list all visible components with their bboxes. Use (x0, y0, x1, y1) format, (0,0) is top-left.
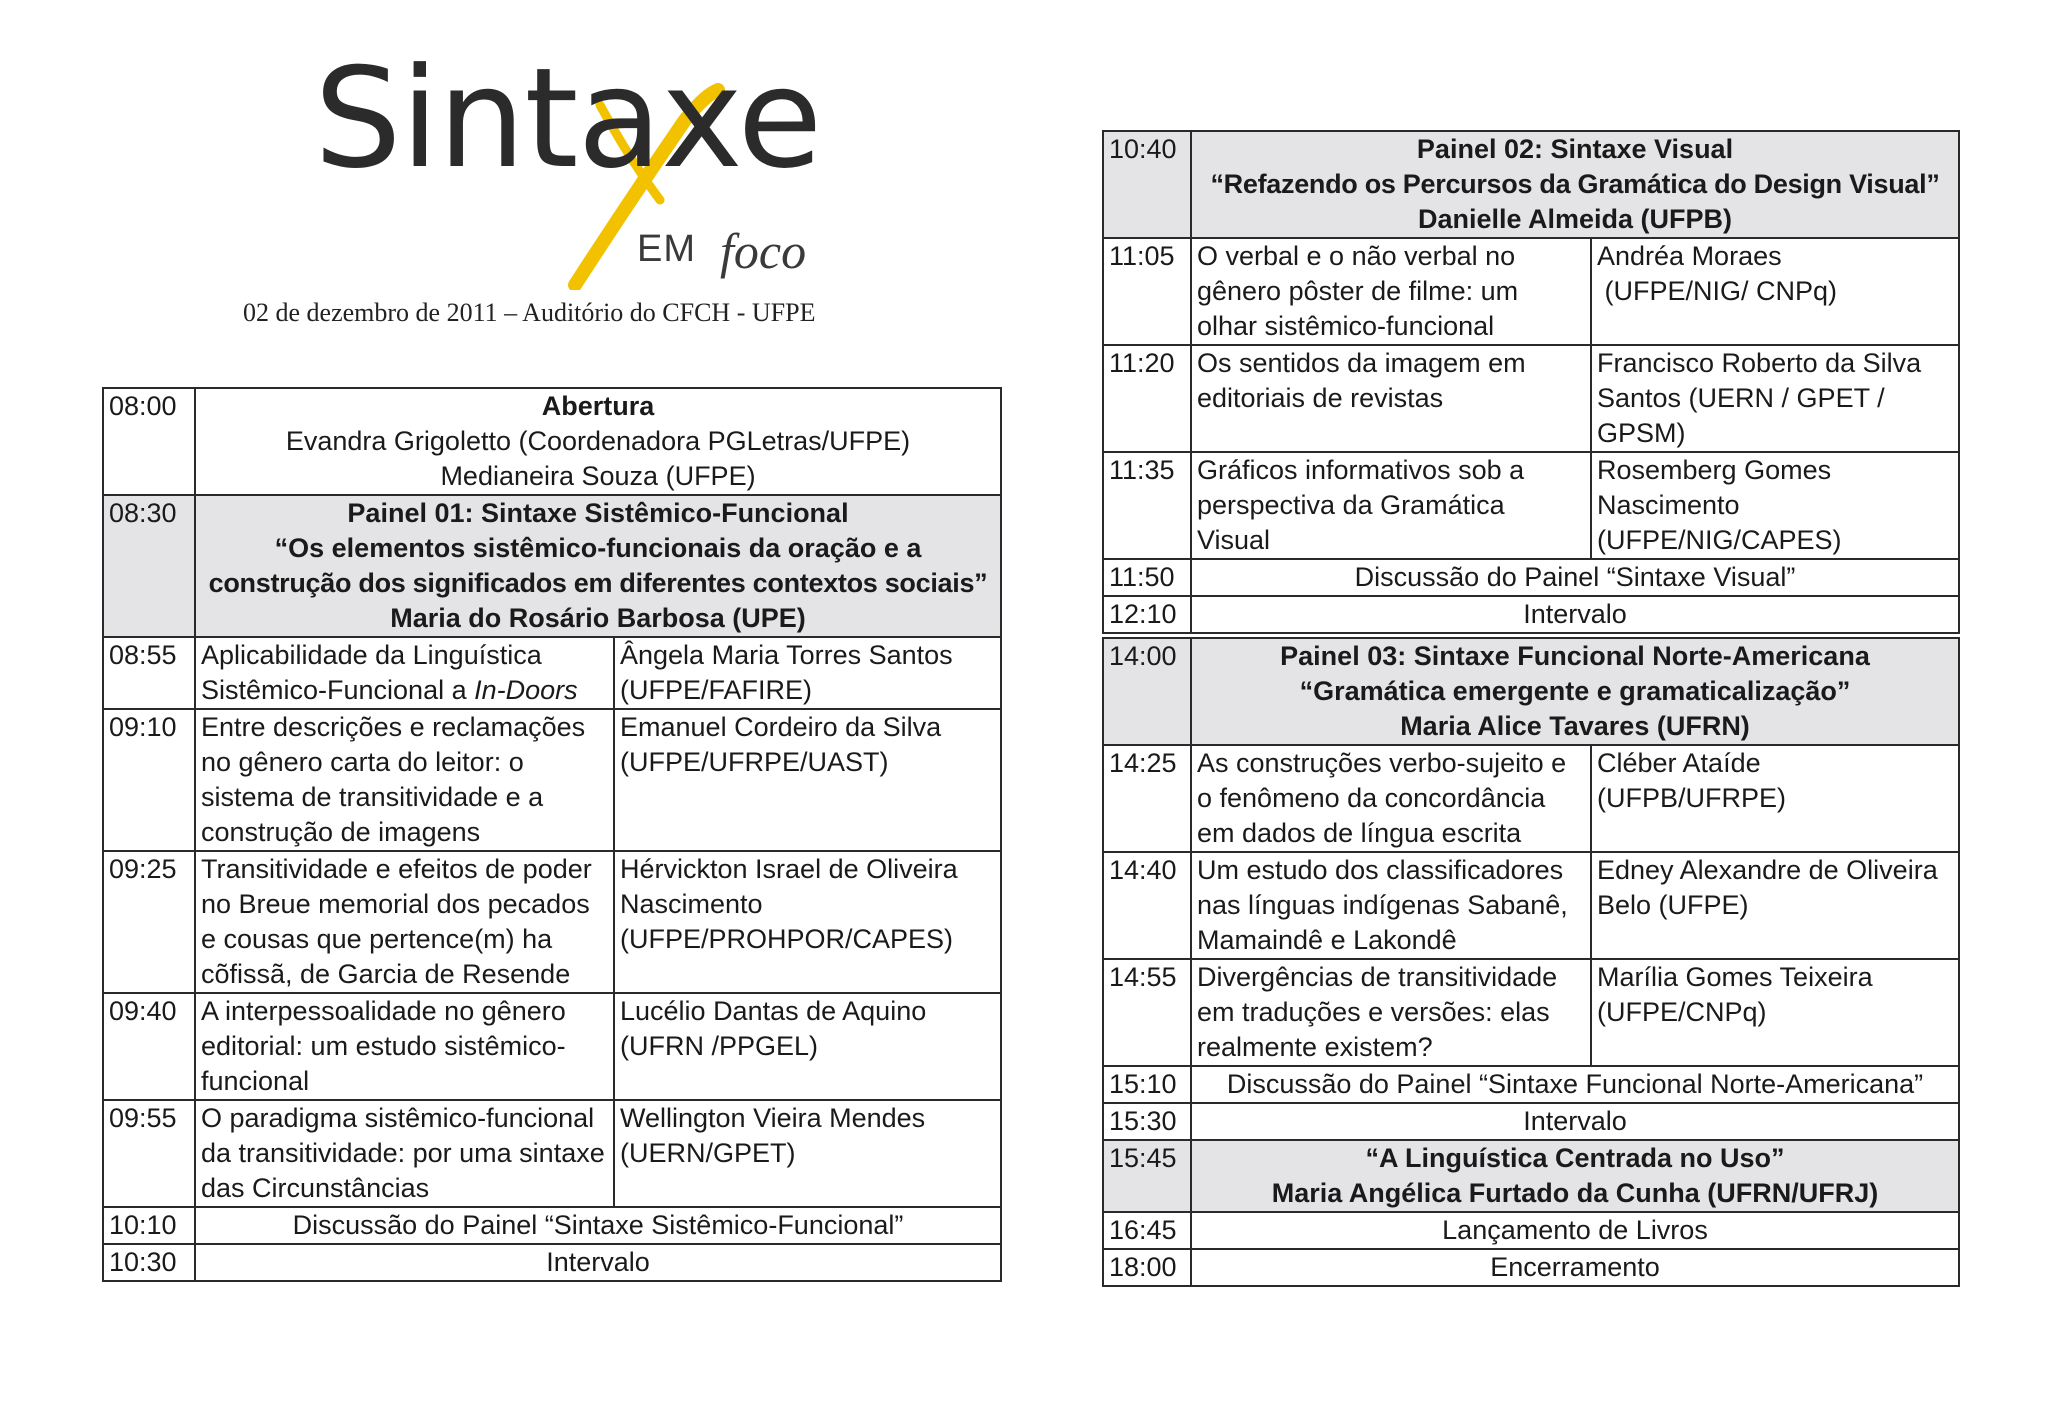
talk-author (1591, 852, 1959, 959)
discussion-label: Discussão do Painel “Sintaxe Visual” (1191, 559, 1959, 596)
painel-01-cell (195, 495, 1001, 637)
table-row (103, 709, 1001, 851)
talk-title: O verbal e o não verbal no gênero pôster de filme: um olhar sistêmico-funcional (1191, 238, 1591, 345)
talk-author: Emanuel Cordeiro da Silva (UFPE/UFRPE/UAST) (614, 709, 1001, 851)
time-cell: 14:00 (1103, 638, 1191, 745)
talk-author: Wellington Vieira Mendes (UERN/GPET) (614, 1100, 1001, 1207)
time-cell: 08:30 (103, 495, 195, 637)
time-cell: 16:45 (1103, 1212, 1191, 1249)
row-painel-02 (1103, 131, 1959, 238)
event-date-venue: 02 de dezembro de 2011 – Auditório do CFCH - UFPE (243, 298, 816, 327)
discussion-label: Discussão do Painel “Sintaxe Sistêmico-Funcional” (195, 1207, 1001, 1244)
conferencia-line: “A Linguística Centrada no Uso” (1365, 1143, 1785, 1173)
logo-wordmark: Sintaxe (314, 38, 822, 199)
talk-author (1591, 238, 1959, 345)
author-line: (UFPE/NIG/CAPES) (1597, 525, 1842, 555)
author-line: Belo (UFPE) (1597, 890, 1749, 920)
logo-em: EM (637, 228, 696, 270)
table-row (1103, 745, 1959, 852)
table-row (1103, 852, 1959, 959)
talk-title: As construções verbo-sujeito e o fenômeno da concordância em dados de língua escrita (1191, 745, 1591, 852)
table-row (1103, 238, 1959, 345)
painel-line: Maria Alice Tavares (UFRN) (1400, 711, 1750, 741)
row-interval (1103, 596, 1959, 633)
time-cell: 10:10 (103, 1207, 195, 1244)
time-cell: 08:55 (103, 637, 195, 709)
schedule-table-morning (102, 387, 1002, 1282)
time-cell: 15:10 (1103, 1066, 1191, 1103)
abertura-title: Abertura (541, 391, 655, 421)
row-conferencia (1103, 1140, 1959, 1212)
time-cell: 08:00 (103, 388, 195, 495)
row-abertura (103, 388, 1001, 495)
table-row (1103, 959, 1959, 1066)
painel-line: Painel 02: Sintaxe Visual (1416, 134, 1734, 164)
abertura-line: Evandra Grigoletto (Coordenadora PGLetras/UFPE) (285, 426, 911, 456)
talk-title: Transitividade e efeitos de poder no Breue memorial dos pecados e cousas que pertence(m) ha cõfissã, de Garcia de Resende (195, 851, 614, 993)
row-discussion (1103, 559, 1959, 596)
encerramento-label: Encerramento (1191, 1249, 1959, 1286)
abertura-line: Medianeira Souza (UFPE) (440, 461, 756, 491)
row-encerramento (1103, 1249, 1959, 1286)
author-line: Santos (UERN / GPET / GPSM) (1597, 383, 1885, 448)
painel-line: Danielle Almeida (UFPB) (1417, 204, 1733, 234)
author-line: (UFPE/NIG/ CNPq) (1597, 276, 1838, 306)
time-cell: 14:40 (1103, 852, 1191, 959)
schedule-table-late-morning (1102, 130, 1960, 634)
painel-03-cell (1191, 638, 1959, 745)
abertura-cell (195, 388, 1001, 495)
table-row (103, 851, 1001, 993)
talk-author (1591, 452, 1959, 559)
painel-line: “Refazendo os Percursos da Gramática do Design Visual” (1210, 169, 1940, 199)
talk-title: Gráficos informativos sob a perspectiva da Gramática Visual (1191, 452, 1591, 559)
time-cell: 09:55 (103, 1100, 195, 1207)
talk-author (1591, 959, 1959, 1066)
talk-title: Os sentidos da imagem em editoriais de revistas (1191, 345, 1591, 452)
table-row (103, 637, 1001, 709)
conferencia-line: Maria Angélica Furtado da Cunha (UFRN/UFRJ) (1271, 1178, 1879, 1208)
talk-title: Divergências de transitividade em traduções e versões: elas realmente existem? (1191, 959, 1591, 1066)
time-cell: 09:25 (103, 851, 195, 993)
talk-title: O paradigma sistêmico-funcional da transitividade: por uma sintaxe das Circunstâncias (195, 1100, 614, 1207)
row-discussion (1103, 1066, 1959, 1103)
interval-label: Intervalo (1191, 596, 1959, 633)
painel-line: “Gramática emergente e gramaticalização” (1299, 676, 1851, 706)
painel-line: Maria do Rosário Barbosa (UPE) (390, 603, 806, 633)
time-cell: 14:25 (1103, 745, 1191, 852)
author-line: Francisco Roberto da Silva (1597, 348, 1922, 378)
time-cell: 10:30 (103, 1244, 195, 1281)
time-cell: 10:40 (1103, 131, 1191, 238)
time-cell: 09:10 (103, 709, 195, 851)
author-line: Nascimento (1597, 490, 1740, 520)
painel-line: construção dos significados em diferentes contextos sociais” (208, 568, 988, 598)
row-painel-03 (1103, 638, 1959, 745)
talk-author (1591, 745, 1959, 852)
lancamento-label: Lançamento de Livros (1191, 1212, 1959, 1249)
row-interval (103, 1244, 1001, 1281)
logo-foco: foco (720, 223, 807, 279)
talk-author: Ângela Maria Torres Santos (UFPE/FAFIRE) (614, 637, 1001, 709)
interval-label: Intervalo (195, 1244, 1001, 1281)
table-row (1103, 345, 1959, 452)
talk-author: Hérvickton Israel de Oliveira Nascimento (UFPE/PROHPOR/CAPES) (614, 851, 1001, 993)
author-line: Edney Alexandre de Oliveira (1597, 855, 1938, 885)
table-row (103, 1100, 1001, 1207)
painel-line: “Os elementos sistêmico-funcionais da oração e a (274, 533, 922, 563)
time-cell: 14:55 (1103, 959, 1191, 1066)
painel-line: Painel 01: Sintaxe Sistêmico-Funcional (347, 498, 849, 528)
talk-title (195, 637, 614, 709)
author-line: Marília Gomes Teixeira (1597, 962, 1873, 992)
painel-line: Painel 03: Sintaxe Funcional Norte-Americana (1280, 641, 1870, 671)
row-lancamento (1103, 1212, 1959, 1249)
painel-02-cell (1191, 131, 1959, 238)
time-cell: 11:20 (1103, 345, 1191, 452)
time-cell: 11:35 (1103, 452, 1191, 559)
time-cell: 12:10 (1103, 596, 1191, 633)
row-interval (1103, 1103, 1959, 1140)
interval-label: Intervalo (1191, 1103, 1959, 1140)
discussion-label: Discussão do Painel “Sintaxe Funcional Norte-Americana” (1191, 1066, 1959, 1103)
talk-title: Um estudo dos classificadores nas línguas indígenas Sabanê, Mamaindê e Lakondê (1191, 852, 1591, 959)
time-cell: 18:00 (1103, 1249, 1191, 1286)
author-line: Rosemberg Gomes (1597, 455, 1832, 485)
conferencia-cell (1191, 1140, 1959, 1212)
schedule-table-afternoon (1102, 637, 1960, 1287)
talk-author (1591, 345, 1959, 452)
time-cell: 09:40 (103, 993, 195, 1100)
time-cell: 11:05 (1103, 238, 1191, 345)
table-row (103, 993, 1001, 1100)
talk-title-italic: In-Doors (474, 675, 578, 705)
time-cell: 15:30 (1103, 1103, 1191, 1140)
talk-title: A interpessoalidade no gênero editorial: um estudo sistêmico-funcional (195, 993, 614, 1100)
row-painel-01 (103, 495, 1001, 637)
table-row (1103, 452, 1959, 559)
event-logo (300, 38, 822, 290)
author-line: Andréa Moraes (1597, 241, 1782, 271)
talk-author: Lucélio Dantas de Aquino (UFRN /PPGEL) (614, 993, 1001, 1100)
time-cell: 15:45 (1103, 1140, 1191, 1212)
author-line: (UFPE/CNPq) (1597, 997, 1767, 1027)
row-discussion (103, 1207, 1001, 1244)
talk-title: Entre descrições e reclamações no gênero carta do leitor: o sistema de transitividade e a construção de imagens (195, 709, 614, 851)
talk-title-text: Aplicabilidade da Linguística Sistêmico-Funcional a (201, 640, 542, 705)
author-line: Cléber Ataíde (UFPB/UFRPE) (1597, 748, 1786, 813)
time-cell: 11:50 (1103, 559, 1191, 596)
